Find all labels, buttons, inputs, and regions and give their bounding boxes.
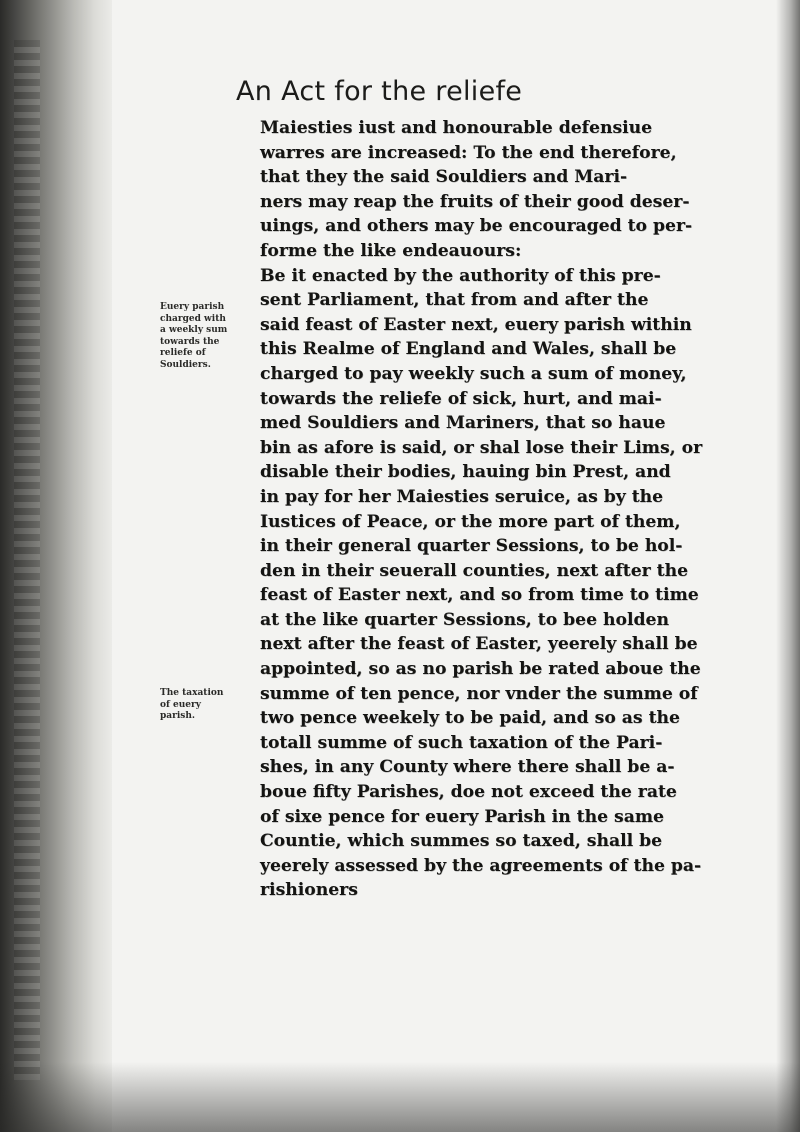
text-line: sent Parliament, that from and after the (260, 290, 649, 311)
margin-note-line: a weekly sum (160, 325, 228, 335)
text-line: Iustices of Peace, or the more part of them, (260, 511, 681, 532)
text-line: feast of Easter next, and so from time to time (260, 585, 699, 606)
text-line: at the like quarter Sessions, to bee holden (260, 609, 669, 630)
text-line: med Souldiers and Mariners, that so haue (260, 413, 666, 434)
text-line: Be it enacted by the authority of this pre- (260, 265, 661, 286)
margin-note-line: Souldiers. (160, 359, 211, 370)
text-line: warres are increased: To the end therefore, (260, 142, 677, 163)
page (112, 0, 776, 1062)
text-line: appointed, so as no parish be rated aboue the (260, 659, 701, 680)
text-line: forme the like endeauours: (260, 240, 522, 261)
margin-note-line: The taxation (160, 688, 224, 698)
text-line: boue fifty Parishes, doe not exceed the rate (260, 782, 677, 803)
text-line: that they the said Souldiers and Mari- (260, 167, 628, 188)
text-line: charged to pay weekly such a sum of money, (260, 363, 687, 384)
margin-note-line: Euery parish (160, 302, 225, 312)
margin-note-taxation (160, 688, 234, 723)
text-line: yeerely assessed by the agreements of the pa- (260, 855, 702, 876)
text-line: in their general quarter Sessions, to be hol- (260, 536, 683, 557)
text-line: towards the reliefe of sick, hurt, and mai- (260, 388, 662, 409)
margin-note-line: of euery parish. (160, 699, 201, 721)
page-bottom-edge (0, 1062, 800, 1132)
gutter-shadow (14, 40, 40, 1080)
text-line: uings, and others may be encouraged to per- (260, 216, 693, 237)
text-line: of sixe pence for euery Parish in the same (260, 806, 664, 827)
text-line: disable their bodies, hauing bin Prest, and (260, 462, 671, 483)
text-line: Maiesties iust and honourable defensiue (260, 118, 653, 138)
text-line: two pence weekely to be paid, and so as the (260, 708, 680, 729)
text-line: den in their seuerall counties, next after the (260, 560, 689, 581)
text-line: in pay for her Maiesties seruice, as by the (260, 486, 664, 507)
margin-note-line: charged with (160, 313, 226, 324)
text-line: rishioners (260, 880, 358, 901)
text-line: this Realme of England and Wales, shall be (260, 339, 677, 360)
text-line: Countie, which summes so taxed, shall be (260, 831, 663, 852)
text-line: summe of ten pence, nor vnder the summe of (260, 683, 698, 704)
page-right-edge (776, 0, 800, 1132)
text-line: totall summe of such taxation of the Pari- (260, 732, 663, 753)
header-title: An Act for the reliefe (236, 76, 523, 107)
running-header (236, 76, 676, 107)
text-line: bin as afore is said, or shal lose their Lims, or (260, 437, 703, 458)
text-line: ners may reap the fruits of their good deser- (260, 191, 690, 212)
body-text (260, 116, 750, 903)
margin-note-line: towards the (160, 336, 220, 347)
book-gutter (0, 0, 112, 1132)
text-line: next after the feast of Easter, yeerely shall be (260, 634, 698, 655)
text-line: shes, in any County where there shall be a- (260, 757, 675, 778)
margin-note-line: reliefe of (160, 348, 206, 358)
text-line: said feast of Easter next, euery parish within (260, 314, 692, 335)
margin-note-parish-charge (160, 302, 234, 371)
